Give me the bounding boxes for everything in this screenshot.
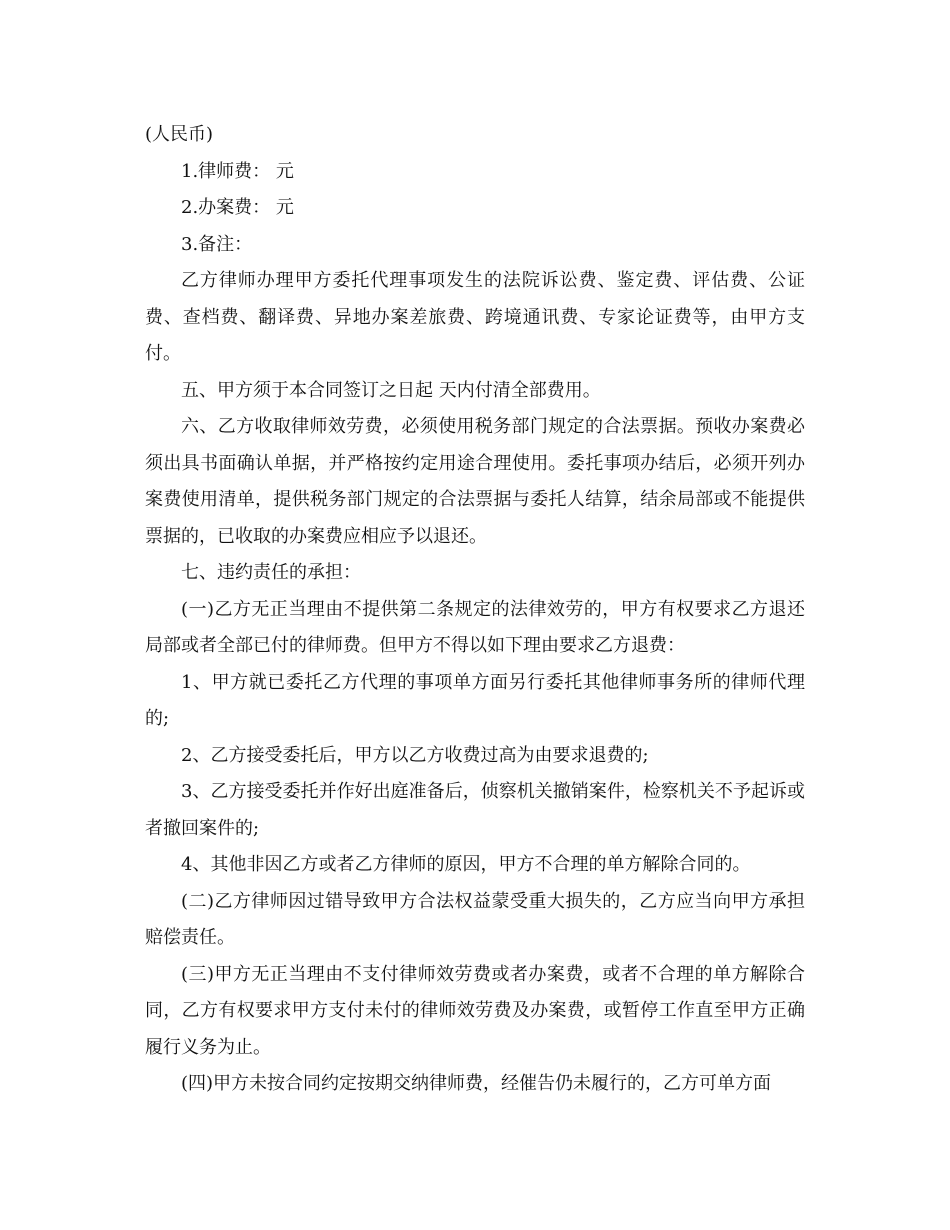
paragraph-case-fee: 2.办案费： 元 xyxy=(181,197,294,218)
paragraph-item-3: 3、乙方接受委托并作好出庭准备后，侦察机关撤销案件，检察机关不予起诉或者撤回案件的; xyxy=(145,781,805,839)
paragraph-remark-body: 乙方律师办理甲方委托代理事项发生的法院诉讼费、鉴定费、评估费、公证费、查档费、翻译费、异地办案差旅费、跨境通讯费、专家论证费等，由甲方支付。 xyxy=(145,270,805,364)
paragraph-item-4: 4、其他非因乙方或者乙方律师的原因，甲方不合理的单方解除合同的。 xyxy=(181,854,751,875)
paragraph-clause-7-4: (四)甲方未按合同约定按期交纳律师费，经催告仍未履行的，乙方可单方面 xyxy=(181,1073,772,1094)
paragraph-remark-heading: 3.备注： xyxy=(181,233,253,255)
paragraph-clause-7-1: (一)乙方无正当理由不提供第二条规定的法律效劳的，甲方有权要求乙方退还局部或者全部已付的律师费。但甲方不得以如下理由要求乙方退费： xyxy=(145,598,805,656)
paragraph-clause-6: 六、乙方收取律师效劳费，必须使用税务部门规定的合法票据。预收办案费必须出具书面确认单据，并严格按约定用途合理使用。委托事项办结后，必须开列办案费使用清单，提供税务部门规定的合法票据与委托人结算，结余局部或不能提供票据的，已收取的办案费应相应予以退还。 xyxy=(145,416,805,547)
paragraph-clause-7-3: (三)甲方无正当理由不支付律师效劳费或者办案费，或者不合理的单方解除合同，乙方有权要求甲方支付未付的律师效劳费及办案费，或暂停工作直至甲方正确履行义务为止。 xyxy=(145,963,805,1058)
paragraph-clause-7-heading: 七、违约责任的承担： xyxy=(181,562,361,583)
paragraph-currency-note: (人民币) xyxy=(145,124,214,145)
paragraph-item-1: 1、甲方就已委托乙方代理的事项单方面另行委托其他律师事务所的律师代理的; xyxy=(145,671,805,729)
paragraph-item-2: 2、乙方接受委托后，甲方以乙方收费过高为由要求退费的; xyxy=(181,744,649,766)
contract-body xyxy=(145,117,805,1103)
paragraph-lawyer-fee: 1.律师费： 元 xyxy=(181,160,294,182)
paragraph-clause-5: 五、甲方须于本合同签订之日起 天内付清全部费用。 xyxy=(181,379,601,401)
paragraph-clause-7-2: (二)乙方律师因过错导致甲方合法权益蒙受重大损失的，乙方应当向甲方承担赔偿责任。 xyxy=(145,890,805,948)
